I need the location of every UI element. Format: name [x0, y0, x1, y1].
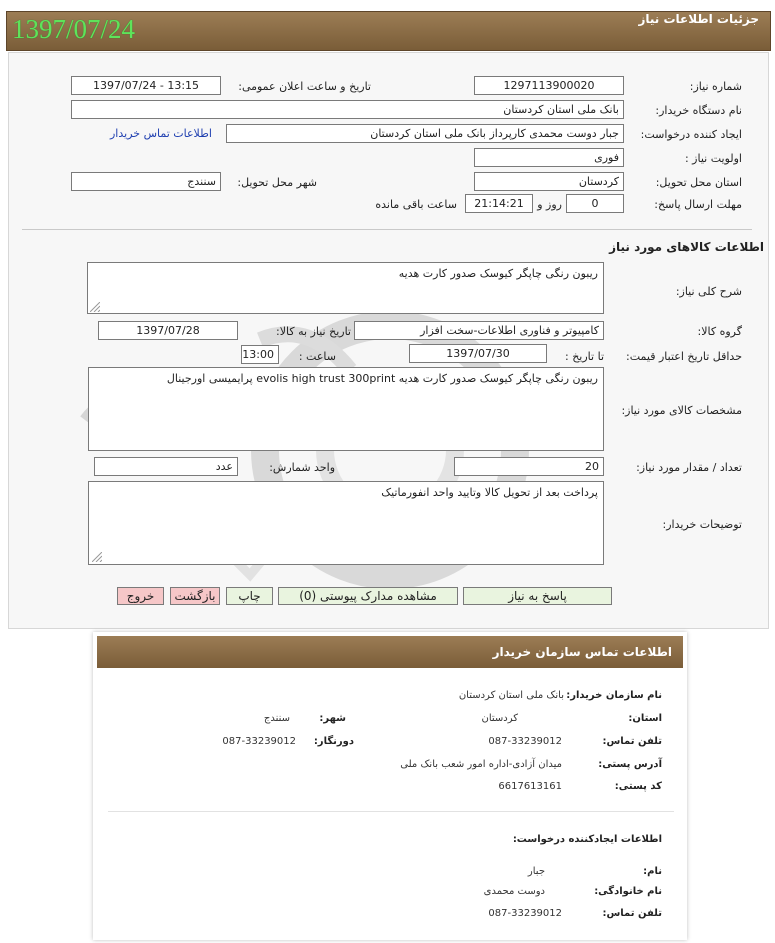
announce-label: تاریخ و ساعت اعلان عمومی:: [238, 80, 371, 93]
family-label: نام خانوادگی:: [594, 886, 662, 897]
specs-label: مشخصات کالای مورد نیاز:: [621, 404, 742, 417]
family-value: دوست محمدی: [483, 886, 545, 897]
notes-label: توضیحات خریدار:: [662, 518, 742, 531]
buyer-org-label: نام دستگاه خریدار:: [655, 104, 742, 117]
fax-value: 087-33239012: [222, 736, 296, 747]
province-field: کردستان: [474, 172, 624, 191]
postal-value: 6617613161: [498, 781, 562, 792]
buyer-org-field: بانک ملی استان کردستان: [71, 100, 624, 119]
contact-card-title: اطلاعات تماس سازمان خریدار: [492, 645, 672, 659]
name-label: نام:: [643, 866, 662, 877]
priority-field: فوری: [474, 148, 624, 167]
resize-grip-icon: [92, 552, 102, 562]
card-phone-label: تلفن تماس:: [602, 736, 662, 747]
days-field: 0: [566, 194, 624, 213]
org-label: نام سازمان خریدار:: [566, 690, 662, 701]
qty-label: تعداد / مقدار مورد نیاز:: [636, 461, 742, 474]
creator-label: ایجاد کننده درخواست:: [640, 128, 742, 141]
creator-field: جبار دوست محمدی کارپرداز بانک ملی استان کردستان: [226, 124, 624, 143]
time-left-field: 21:14:21: [465, 194, 533, 213]
goods-section-title: اطلاعات کالاهای مورد نیاز: [609, 240, 764, 254]
desc-label: شرح کلی نیاز:: [675, 285, 742, 298]
group-field: کامپیوتر و فناوری اطلاعات-سخت افزار: [354, 321, 604, 340]
until-date-label: تا تاریخ :: [565, 350, 604, 363]
address-value: میدان آزادی-اداره امور شعب بانک ملی: [400, 759, 562, 770]
creator-phone-value: 087-33239012: [488, 908, 562, 919]
specs-textarea: ریبون رنگی چاپگر کیوسک صدور کارت هدیه evolis high trust 300print پرایمیسی اورجینال: [88, 367, 604, 451]
need-number-field: 1297113900020: [474, 76, 624, 95]
creator-section-title: اطلاعات ایجادکننده درخواست:: [512, 834, 662, 845]
fax-label: دورنگار:: [313, 736, 354, 747]
unit-label: واحد شمارش:: [269, 461, 335, 474]
hour-field: 13:00: [241, 345, 279, 364]
unit-field: عدد: [94, 457, 238, 476]
reply-button[interactable]: پاسخ به نیاز: [463, 587, 612, 605]
card-divider: [108, 811, 674, 812]
need-date-field: 1397/07/28: [98, 321, 238, 340]
need-date-label: تاریخ نیاز به کالا:: [276, 325, 351, 338]
notes-textarea: پرداخت بعد از تحویل کالا وتایید واحد انفورماتیک: [88, 481, 604, 565]
announce-field: 1397/07/24 - 13:15: [71, 76, 221, 95]
card-phone-value: 087-33239012: [488, 736, 562, 747]
resize-grip-icon: [90, 302, 100, 312]
name-value: جبار: [527, 866, 545, 877]
province-label: استان محل تحویل:: [655, 176, 742, 189]
hour-label: ساعت :: [298, 350, 336, 363]
exit-button[interactable]: خروج: [117, 587, 164, 605]
date-stamp: 1397/07/24: [12, 14, 136, 44]
group-label: گروه کالا:: [697, 325, 742, 338]
card-province-value: کردستان: [481, 713, 518, 724]
qty-field: 20: [454, 457, 604, 476]
creator-phone-label: تلفن تماس:: [602, 908, 662, 919]
days-text: روز و: [537, 198, 562, 211]
until-date-field: 1397/07/30: [409, 344, 547, 363]
deadline-label: مهلت ارسال پاسخ:: [654, 198, 742, 211]
card-city-label: شهر:: [319, 713, 346, 724]
print-button[interactable]: چاپ: [226, 587, 273, 605]
view-attachments-button[interactable]: مشاهده مدارک پیوستی (0): [278, 587, 458, 605]
card-province-label: استان:: [628, 713, 662, 724]
org-value: بانک ملی استان کردستان: [458, 690, 564, 701]
postal-label: کد پستی:: [614, 781, 662, 792]
divider: [22, 229, 752, 230]
card-city-value: سنندج: [263, 713, 290, 724]
need-number-label: شماره نیاز:: [689, 80, 742, 93]
price-valid-label: حداقل تاریخ اعتبار قیمت:: [626, 350, 742, 363]
time-left-text: ساعت باقی مانده: [375, 198, 457, 211]
city-field: سنندج: [71, 172, 221, 191]
desc-textarea: ریبون رنگی چاپگر کیوسک صدور کارت هدیه: [87, 262, 604, 314]
city-label: شهر محل تحویل:: [237, 176, 317, 189]
back-button[interactable]: بازگشت: [170, 587, 220, 605]
address-label: آدرس پستی:: [598, 759, 662, 770]
page-title: جزئیات اطلاعات نیاز: [638, 12, 759, 26]
priority-label: اولویت نیاز :: [684, 152, 742, 165]
buyer-contact-link[interactable]: اطلاعات تماس خریدار: [110, 127, 212, 140]
